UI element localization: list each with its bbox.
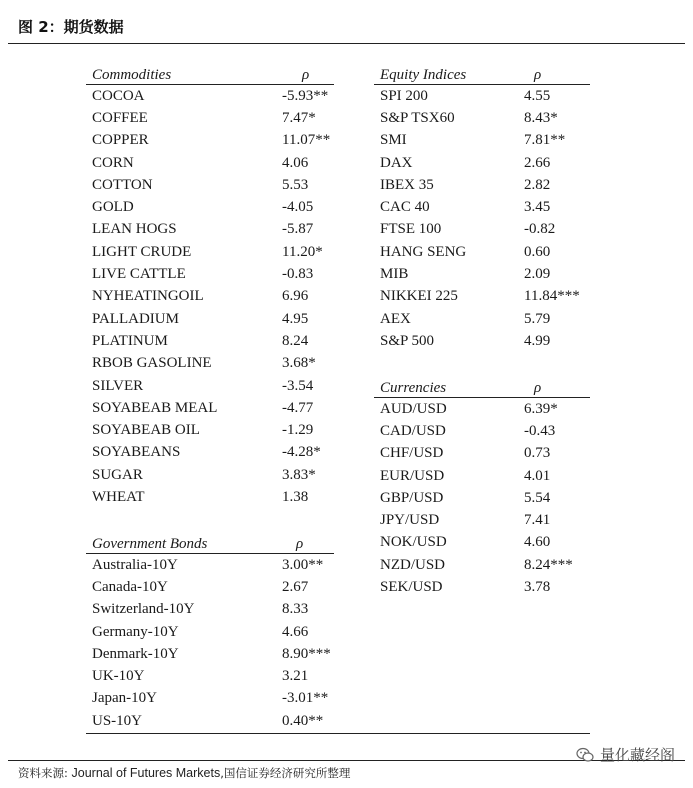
row-value: 1.38 [282,488,309,505]
row-name: PLATINUM [92,332,168,349]
currencies-table [374,373,590,599]
table-row [86,196,334,218]
row-value: 2.67 [282,578,309,595]
row-value: 4.66 [282,623,309,640]
table-row [374,509,590,531]
row-value: 0.73 [524,445,551,462]
row-value: 2.09 [524,266,551,283]
table-row [86,375,334,397]
table-row [374,196,590,218]
table-row [86,174,334,196]
row-value: 8.24 [282,332,309,349]
row-name: GBP/USD [380,489,444,506]
table-row [374,152,590,174]
row-name: SOYABEAB OIL [92,422,200,439]
row-value: 3.68* [282,355,316,372]
row-value: 5.54 [524,489,551,506]
table-row [374,107,590,129]
commodities-header [86,60,334,85]
equity-header-label: Equity Indices [380,67,467,83]
table-row [86,554,334,576]
row-name: Japan-10Y [92,690,157,707]
row-value: -5.93** [282,87,329,104]
table-row [86,330,334,352]
row-value: 5.79 [524,310,551,327]
row-name: NOK/USD [380,534,447,551]
row-name: S&P TSX60 [380,109,455,126]
row-name: COCOA [92,87,145,104]
row-value: 4.60 [524,534,551,551]
row-name: EUR/USD [380,467,445,484]
row-name: SMI [380,132,407,149]
row-value: 11.20* [282,243,323,260]
table-row [374,398,590,420]
row-value: 8.90*** [282,645,331,662]
table-row [374,330,590,352]
table-row [374,241,590,263]
row-name: DAX [380,154,413,171]
row-name: WHEAT [92,488,145,505]
wechat-icon [576,747,594,763]
table-row [374,286,590,308]
row-name: RBOB GASOLINE [92,355,212,372]
table-row [374,465,590,487]
row-name: JPY/USD [380,512,440,529]
row-name: Canada-10Y [92,578,168,595]
row-value: 3.00** [282,556,324,573]
table-row [86,308,334,330]
row-value: -5.87 [282,221,314,238]
row-name: MIB [380,266,409,283]
row-value: 0.60 [524,243,551,260]
row-value: 4.99 [524,332,551,349]
row-name: SPI 200 [380,87,428,104]
row-value: -0.82 [524,221,556,238]
row-value: 8.33 [282,601,309,618]
table-row [86,397,334,419]
table-row [374,219,590,241]
row-name: Denmark-10Y [92,645,179,662]
row-name: NIKKEI 225 [380,288,458,305]
table-row [374,443,590,465]
row-name: UK-10Y [92,668,145,685]
row-name: COTTON [92,176,153,193]
table-row [86,130,334,152]
row-value: 7.47* [282,109,316,126]
row-value: -0.43 [524,422,556,439]
row-name: IBEX 35 [380,176,434,193]
row-value: 4.95 [282,310,309,327]
government-bonds-table [86,529,334,732]
row-value: -3.54 [282,377,314,394]
row-name: SOYABEAB MEAL [92,399,218,416]
row-value: 11.07** [282,132,331,149]
table-row [86,107,334,129]
row-name: NYHEATINGOIL [92,288,204,305]
table-row [86,621,334,643]
source-journal: Journal of Futures Markets [71,766,221,780]
row-name: CAD/USD [380,422,446,439]
table-row [86,464,334,486]
table-row [86,665,334,687]
equity-header [374,60,590,85]
row-value: 3.78 [524,579,551,596]
table-row [374,85,590,107]
row-name: PALLADIUM [92,310,179,327]
table-row [374,420,590,442]
bonds-rho-label: ρ [296,536,304,552]
table-row [374,174,590,196]
row-value: 7.81** [524,132,566,149]
row-value: 2.82 [524,176,551,193]
commodities-header-label: Commodities [92,67,172,83]
row-value: -4.77 [282,399,314,416]
table-row [374,487,590,509]
table-row [86,643,334,665]
row-name: HANG SENG [380,243,467,260]
table-row [86,442,334,464]
table-row [86,688,334,710]
row-value: 8.24*** [524,556,573,573]
table-row [374,554,590,576]
row-name: NZD/USD [380,556,446,573]
table-row [374,532,590,554]
row-value: 4.55 [524,87,551,104]
row-value: 5.53 [282,176,309,193]
row-value: 6.96 [282,288,309,305]
row-value: 2.66 [524,154,551,171]
watermark-text: 量化藏经阁 [599,746,675,764]
table-row [86,486,334,508]
row-value: 0.40** [282,712,324,729]
table-row [86,219,334,241]
figure-title: 图 2：期货数据 [18,18,124,36]
row-name: SILVER [92,377,144,394]
row-name: COFFEE [92,109,148,126]
row-name: COPPER [92,132,149,149]
bonds-header-label: Government Bonds [92,536,208,552]
table-row [374,308,590,330]
row-name: Australia-10Y [92,556,178,573]
table-row [374,130,590,152]
row-value: -4.05 [282,199,314,216]
table-row [374,263,590,285]
commodities-rho-label: ρ [302,67,310,83]
table-row [86,599,334,621]
table-row [86,419,334,441]
commodities-table [86,60,334,509]
top-rule [8,43,685,44]
row-value: 3.83* [282,466,316,483]
row-name: FTSE 100 [380,221,442,238]
row-name: SOYABEANS [92,444,181,461]
row-value: 6.39* [524,400,558,417]
row-name: Germany-10Y [92,623,179,640]
row-name: Switzerland-10Y [92,601,195,618]
row-value: 4.06 [282,154,309,171]
row-name: LIVE CATTLE [92,266,186,283]
row-name: CAC 40 [380,199,430,216]
table-row [86,152,334,174]
row-name: GOLD [92,199,134,216]
watermark [576,744,675,765]
currencies-rho-label: ρ [534,380,542,396]
row-name: CHF/USD [380,445,444,462]
source-label: 资料来源: [18,766,72,780]
row-value: -1.29 [282,422,314,439]
row-value: -4.28* [282,444,321,461]
row-value: 11.84*** [524,288,580,305]
row-value: 7.41 [524,512,551,529]
table-bottom-rule [86,733,590,734]
table-row [86,710,334,732]
source-org: ,国信证券经济研究所整理 [220,766,351,780]
row-value: 3.21 [282,668,309,685]
row-name: SEK/USD [380,579,443,596]
bonds-header [86,529,334,554]
row-name: US-10Y [92,712,143,729]
row-name: LIGHT CRUDE [92,243,192,260]
table-row [374,576,590,598]
currencies-header [374,373,590,398]
row-name: S&P 500 [380,332,435,349]
source-note [18,765,350,781]
row-value: 4.01 [524,467,551,484]
table-row [86,85,334,107]
equity-indices-table [374,60,590,353]
row-value: -3.01** [282,690,329,707]
row-name: CORN [92,154,134,171]
row-name: AUD/USD [380,400,447,417]
row-name: LEAN HOGS [92,221,177,238]
row-value: 3.45 [524,199,551,216]
row-name: AEX [380,310,411,327]
table-row [86,286,334,308]
row-value: 8.43* [524,109,558,126]
table-row [86,241,334,263]
equity-rho-label: ρ [534,67,542,83]
row-name: SUGAR [92,466,143,483]
currencies-header-label: Currencies [380,380,447,396]
table-row [86,353,334,375]
table-row [86,263,334,285]
row-value: -0.83 [282,266,314,283]
table-row [86,576,334,598]
